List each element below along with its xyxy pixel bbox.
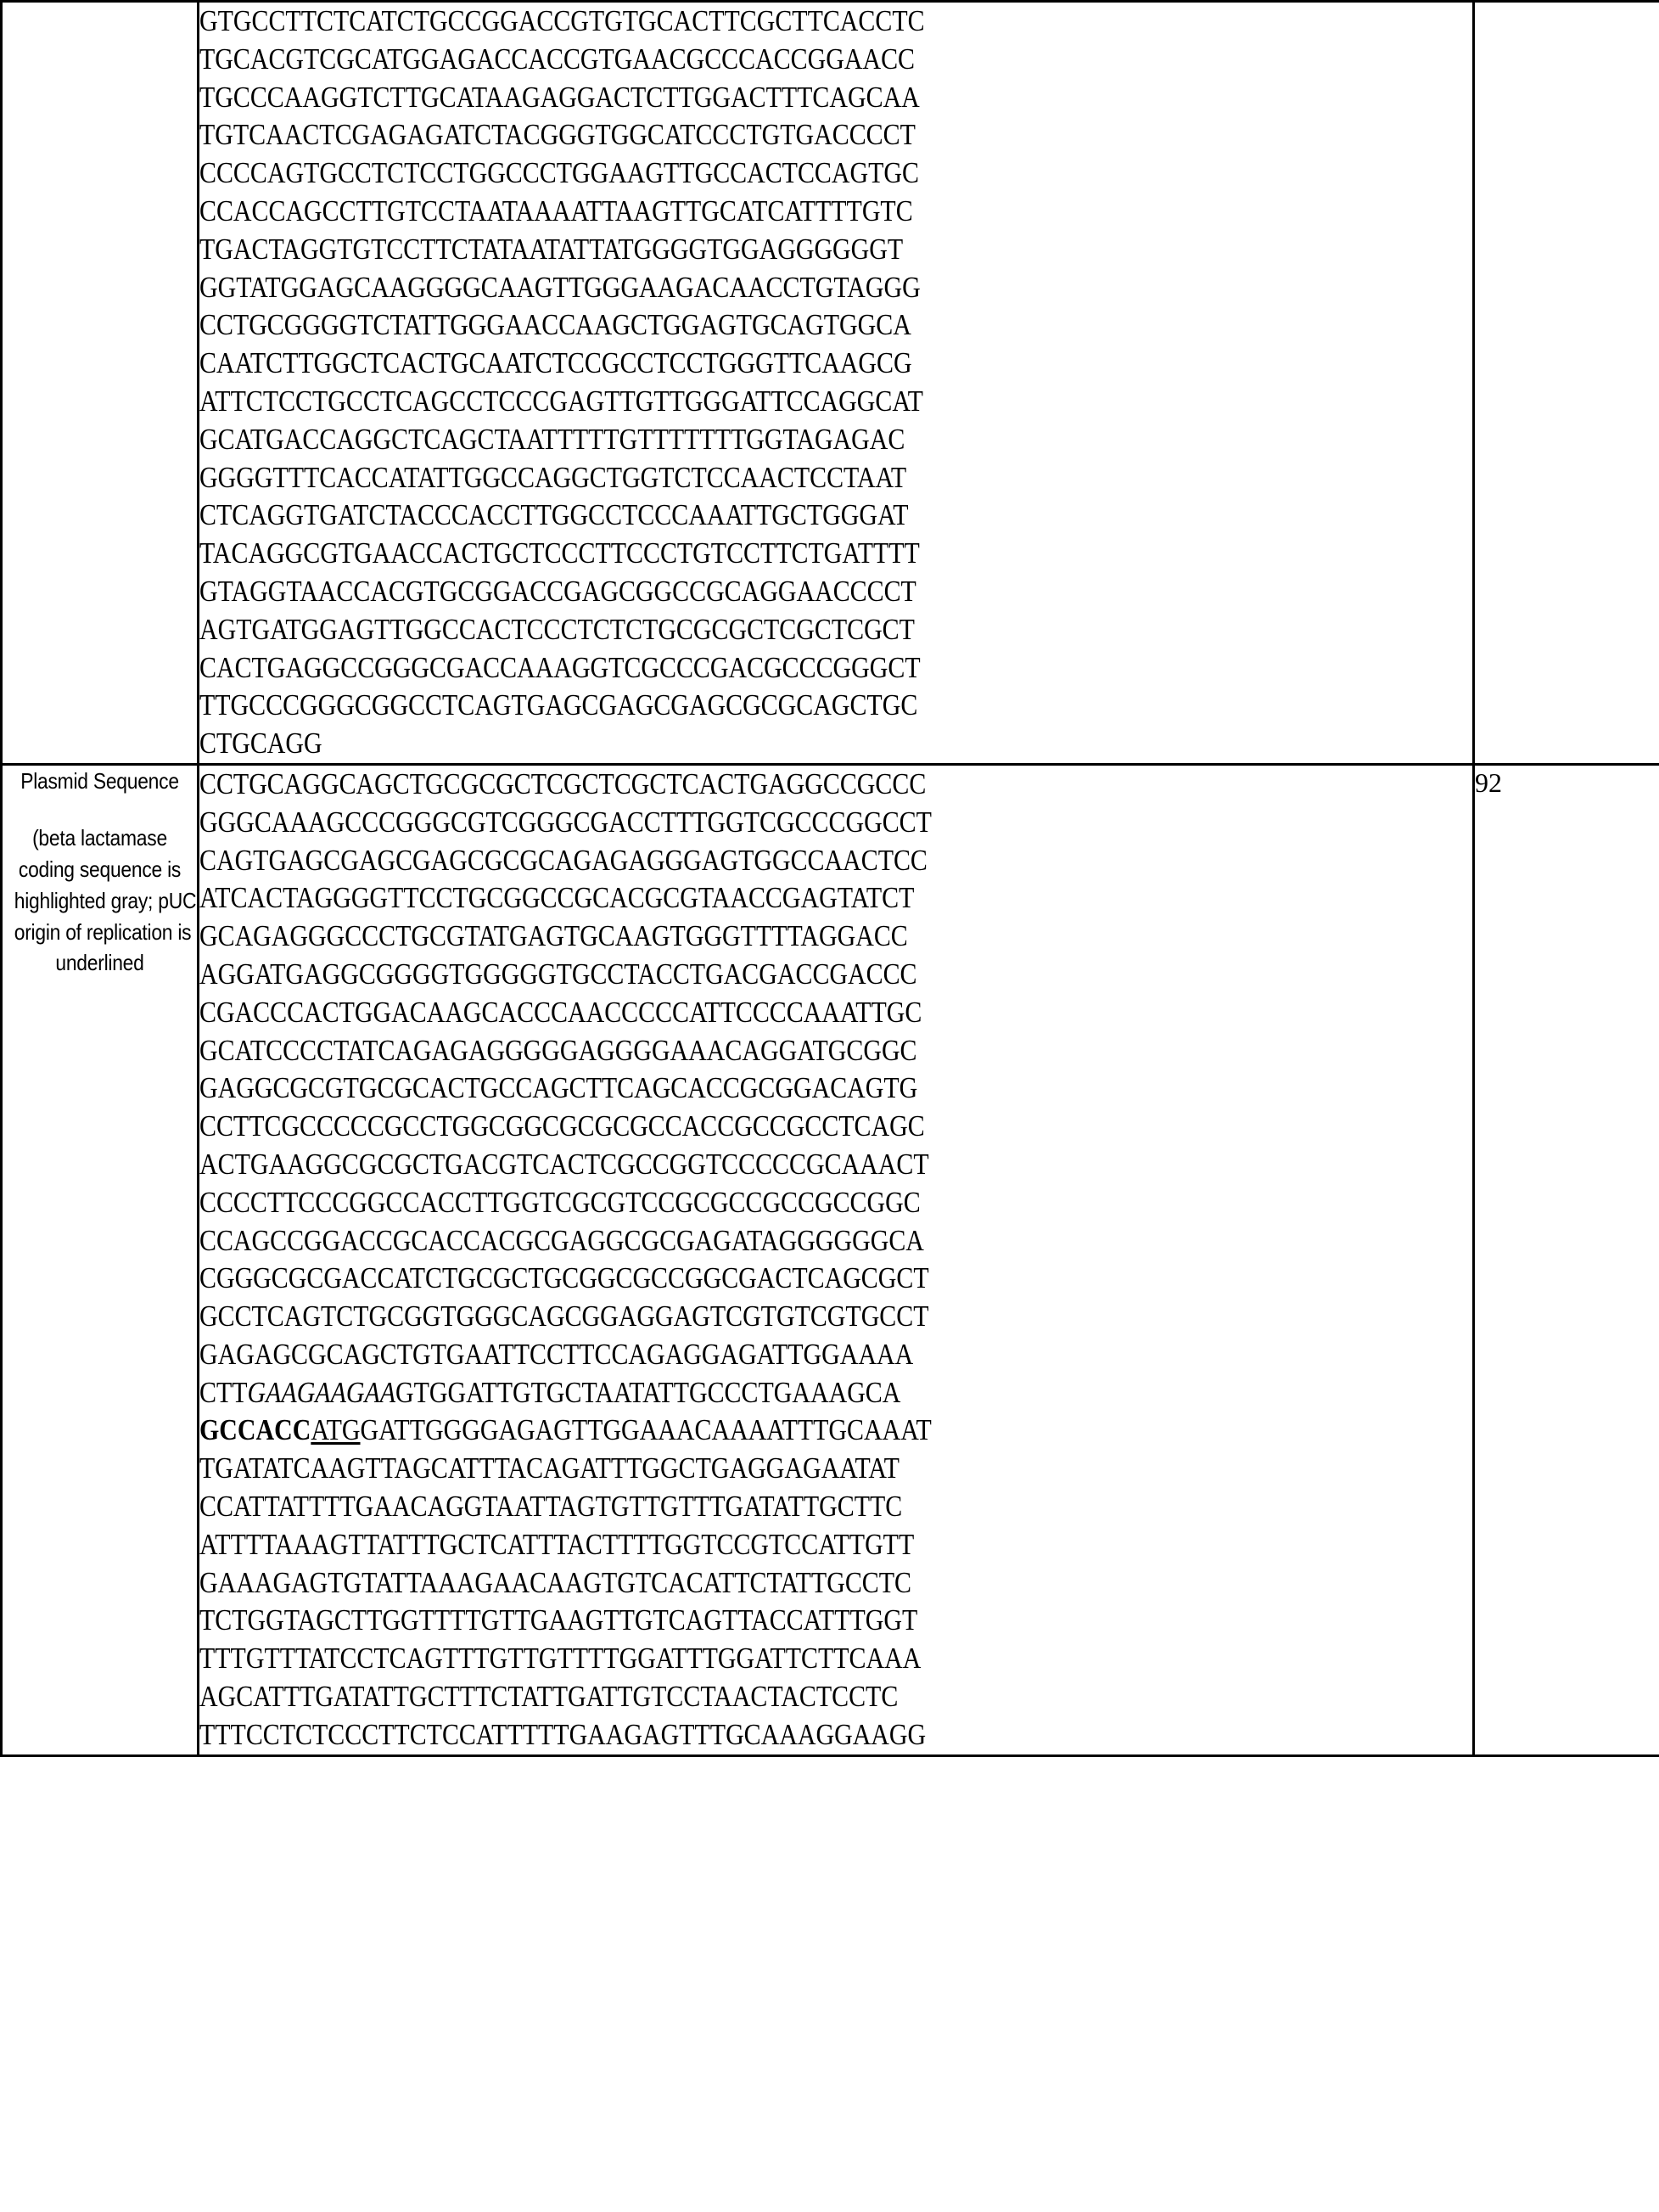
- sequence-line: TGATATCAAGTTAGCATTTACAGATTTGGCTGAGGAGAATAT: [199, 1451, 900, 1485]
- sequence-plain-segment: CTT: [199, 1375, 248, 1409]
- sequence-line: CCCCAGTGCCTCTCCTGGCCCTGGAAGTTGCCACTCCAGTGC: [199, 156, 919, 190]
- sequence-line: CCTTCGCCCCCGCCTGGCGGCGCGCGCCACCGCCGCCTCAGC: [199, 1109, 925, 1143]
- table-row: [2, 764, 1659, 1755]
- sequence-line: GGGGTTTCACCATATTGGCCAGGCTGGTCTCCAACTCCTAAT: [199, 460, 907, 494]
- sequence-italic-segment: GAAGAAGAA: [247, 1375, 396, 1409]
- row-label-note-line: highlighted gray; pUC: [14, 887, 197, 913]
- row-label-cell-empty: [2, 2, 199, 765]
- sequence-line: ATTTTAAAGTTATTTGCTCATTTACTTTTGGTCCGTCCATTGTT: [199, 1527, 915, 1561]
- sequence-line: ATCACTAGGGGTTCCTGCGGCCGCACGCGTAACCGAGTATCT: [199, 881, 915, 915]
- sequence-line: ATTCTCCTGCCTCAGCCTCCCGAGTTGTTGGGATTCCAGGCAT: [199, 384, 923, 418]
- sequence-underlined-segment: ATG: [311, 1413, 361, 1447]
- sequence-line: GTAGGTAACCACGTGCGGACCGAGCGGCCGCAGGAACCCCT: [199, 574, 916, 608]
- sequence-line: CCAGCCGGACCGCACCACGCGAGGCGCGAGATAGGGGGGCA: [199, 1223, 924, 1257]
- sequence-line: TGCCCAAGGTCTTGCATAAGAGGACTCTTGGACTTTCAGCAA: [199, 80, 920, 114]
- sequence-line: AGTGATGGAGTTGGCCACTCCCTCTCTGCGCGCTCGCTCGCT: [199, 612, 915, 646]
- sequence-line: CCTGCAGGCAGCTGCGCGCTCGCTCGCTCACTGAGGCCGCCC: [199, 766, 927, 800]
- row-number-cell-empty: [1474, 2, 1659, 765]
- sequence-line: CCTGCGGGGTCTATTGGGAACCAAGCTGGAGTGCAGTGGCA: [199, 308, 911, 342]
- row-label-cell: [2, 764, 199, 1755]
- sequence-line: CAATCTTGGCTCACTGCAATCTCCGCCTCCTGGGTTCAAGCG: [199, 346, 912, 380]
- sequence-line: CAGTGAGCGAGCGAGCGCGCAGAGAGGGAGTGGCCAACTCC: [199, 843, 928, 877]
- sequence-plain-segment: GATTGGGGAGAGTTGGAAACAAAATTTGCAAAT: [360, 1413, 932, 1447]
- row-label-note-line: origin of replication is: [14, 918, 192, 945]
- sequence-line: TTTCCTCTCCCTTCTCCATTTTTGAAGAGTTTGCAAAGGAAGG: [199, 1717, 927, 1751]
- table-row: [2, 2, 1659, 765]
- row-sequence-cell: [199, 2, 1474, 765]
- sequence-line: CTGCAGG: [199, 727, 322, 761]
- sequence-line: CCACCAGCCTTGTCCTAATAAAATTAAGTTGCATCATTTTGTC: [199, 194, 913, 227]
- sequence-line: CGACCCACTGGACAAGCACCCAACCCCCATTCCCCAAATTGC: [199, 995, 922, 1029]
- sequence-line: GGGCAAAGCCCGGGCGTCGGGCGACCTTTGGTCGCCCGGCCT: [199, 805, 932, 839]
- sequence-line: GCAGAGGGCCCTGCGTATGAGTGCAAGTGGGTTTTAGGACC: [199, 919, 908, 953]
- sequence-text-block: [199, 3, 1472, 763]
- row-label-note-line: (beta lactamase: [32, 824, 167, 851]
- sequence-plain-segment: GTGGATTGTGCTAATATTGCCCTGAAAGCA: [395, 1375, 901, 1409]
- sequence-line: GGTATGGAGCAAGGGGCAAGTTGGGAAGACAACCTGTAGGG: [199, 270, 921, 304]
- table-body: [2, 2, 1659, 1756]
- sequence-line: CACTGAGGCCGGGCGACCAAAGGTCGCCCGACGCCCGGGCT: [199, 650, 921, 684]
- row-label-note-line: coding sequence is: [18, 856, 182, 882]
- row-number-cell: 92: [1474, 764, 1659, 1755]
- sequence-line: GTGCCTTCTCATCTGCCGGACCGTGTGCACTTCGCTTCACCTC: [199, 4, 925, 37]
- sequence-bold-segment: GCCACC: [199, 1413, 311, 1447]
- sequence-line: GCATCCCCTATCAGAGAGGGGGAGGGGAAACAGGATGCGGC: [199, 1033, 917, 1067]
- row-label-note-line: underlined: [55, 950, 144, 976]
- sequence-line: TTTGTTTATCCTCAGTTTGTTGTTTTGGATTTGGATTCTTCAAA: [199, 1642, 922, 1676]
- label-inner: [14, 766, 197, 979]
- row-label-title: Plasmid Sequence: [20, 767, 179, 794]
- sequence-line: GAAAGAGTGTATTAAAGAACAAGTGTCACATTCTATTGCCTC: [199, 1565, 911, 1599]
- sequence-line: CCCCTTCCCGGCCACCTTGGTCGCGTCCGCGCCGCCGCCGGC: [199, 1185, 921, 1219]
- sequence-line: CTCAGGTGATCTACCCACCTTGGCCTCCCAAATTGCTGGGAT: [199, 498, 909, 532]
- sequence-line: AGGATGAGGCGGGGTGGGGGTGCCTACCTGACGACCGACCC: [199, 957, 917, 991]
- row-sequence-cell: [199, 764, 1474, 1755]
- sequence-line: TGTCAACTCGAGAGATCTACGGGTGGCATCCCTGTGACCCCT: [199, 118, 916, 152]
- sequence-line: ACTGAAGGCGCGCTGACGTCACTCGCCGGTCCCCCGCAAACT: [199, 1147, 929, 1181]
- sequence-line: AGCATTTGATATTGCTTTCTATTGATTGTCCTAACTACTCCTC: [199, 1680, 899, 1714]
- row-label-note: [14, 822, 197, 980]
- sequence-line: GAGAGCGCAGCTGTGAATTCCTTCCAGAGGAGATTGGAAAA: [199, 1337, 914, 1371]
- sequence-line: TGCACGTCGCATGGAGACCACCGTGAACGCCCACCGGAACC: [199, 42, 915, 76]
- sequence-line: GCCTCAGTCTGCGGTGGGCAGCGGAGGAGTCGTGTCGTGCCT: [199, 1300, 929, 1333]
- sequence-line: [199, 1374, 1288, 1412]
- sequence-line: GCATGACCAGGCTCAGCTAATTTTTGTTTTTTTGGTAGAGAC: [199, 422, 905, 456]
- sequence-line: TTGCCCGGGCGGCCTCAGTGAGCGAGCGAGCGCGCAGCTGC: [199, 688, 918, 722]
- sequence-line: TCTGGTAGCTTGGTTTTGTTGAAGTTGTCAGTTACCATTTGGT: [199, 1603, 918, 1637]
- sequence-line: TACAGGCGTGAACCACTGCTCCCTTCCCTGTCCTTCTGATTTT: [199, 536, 920, 570]
- sequence-line: TGACTAGGTGTCCTTCTATAATATTATGGGGTGGAGGGGGGT: [199, 232, 904, 266]
- sequence-line: CCATTATTTTGAACAGGTAATTAGTGTTGTTTGATATTGCTTC: [199, 1490, 903, 1524]
- sequence-line: CGGGCGCGACCATCTGCGCTGCGGCGCCGGCGACTCAGCGCT: [199, 1261, 929, 1295]
- sequence-text-block: [199, 766, 1472, 1754]
- sequence-line: [199, 1412, 1288, 1450]
- sequence-line: GAGGCGCGTGCGCACTGCCAGCTTCAGCACCGCGGACAGTG: [199, 1071, 918, 1105]
